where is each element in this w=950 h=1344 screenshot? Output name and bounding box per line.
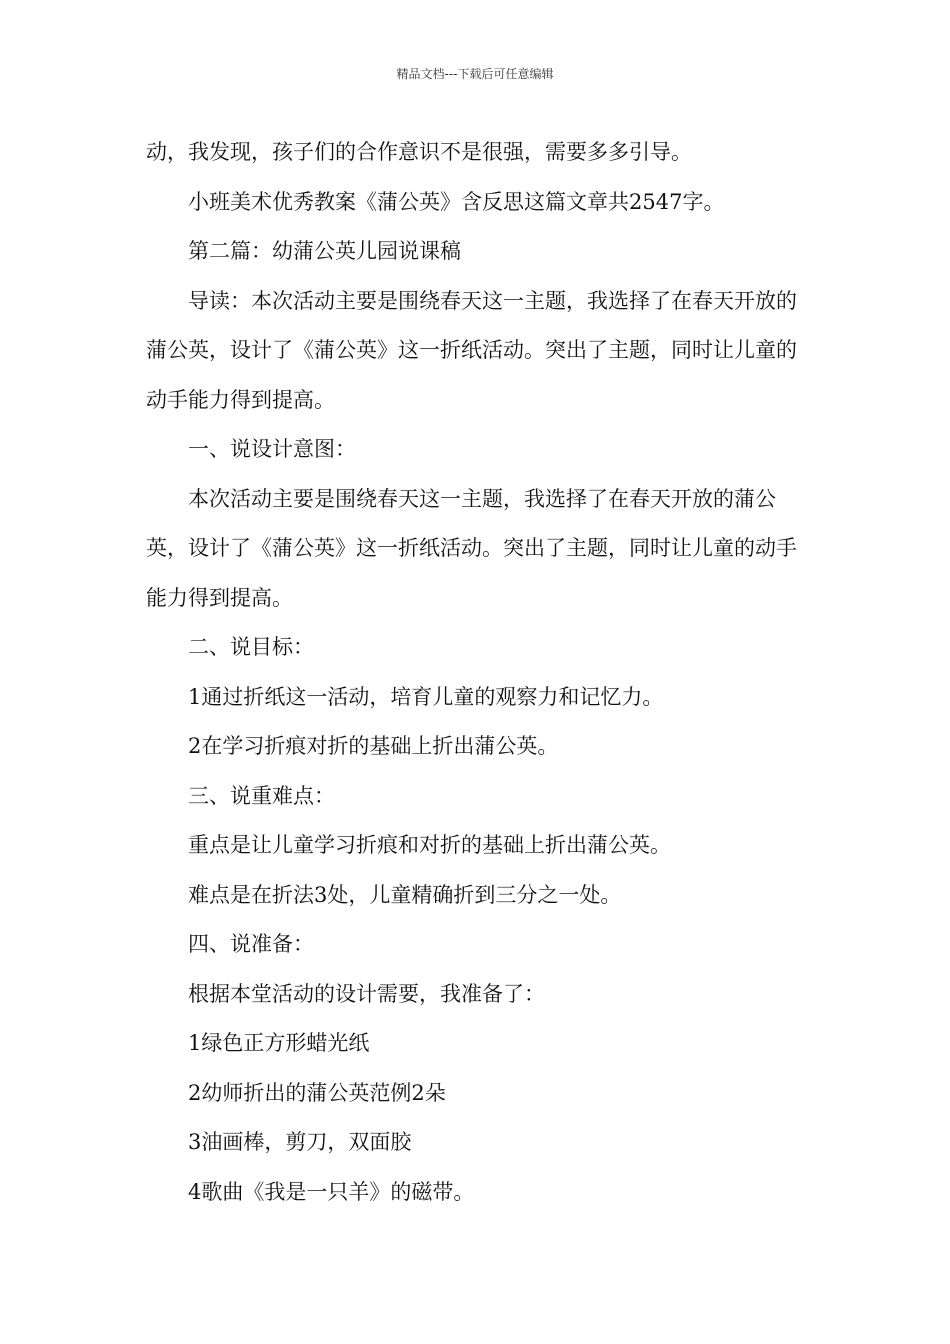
paragraph: 重点是让儿童学习折痕和对折的基础上折出蒲公英。 [188, 833, 671, 857]
section-heading: 一、说设计意图： [188, 437, 356, 461]
list-item: 1绿色正方形蜡光纸 [188, 1031, 370, 1055]
list-item: 4歌曲《我是一只羊》的磁带。 [188, 1179, 475, 1204]
paragraph: 本次活动主要是围绕春天这一主题，我选择了在春天开放的蒲公英，设计了《蒲公英》这一折纸活动。突出了主题，同时让儿童的动手能力得到提高。 [146, 486, 797, 610]
list-item: 3油画棒，剪刀，双面胶 [188, 1130, 412, 1154]
section-title: 第二篇：幼蒲公英儿园说课稿 [188, 239, 461, 263]
document-body [146, 128, 806, 1217]
paragraph: 动，我发现，孩子们的合作意识不是很强，需要多多引导。 [146, 140, 692, 164]
paragraph: 小班美术优秀教案《蒲公英》含反思这篇文章共2547字。 [188, 189, 725, 214]
section-heading: 四、说准备： [188, 932, 314, 956]
list-item: 2在学习折痕对折的基础上折出蒲公英。 [188, 734, 559, 758]
list-item: 2幼师折出的蒲公英范例2朵 [188, 1080, 446, 1105]
section-heading: 二、说目标： [188, 635, 314, 659]
list-item: 1通过折纸这一活动，培育儿童的观察力和记忆力。 [188, 684, 664, 709]
paragraph: 导读：本次活动主要是围绕春天这一主题，我选择了在春天开放的蒲公英，设计了《蒲公英》这一折纸活动。突出了主题，同时让儿童的动手能力得到提高。 [146, 288, 797, 412]
page-header: 精品文档---下载后可任意编辑 [396, 67, 554, 81]
section-heading: 三、说重难点： [188, 783, 335, 808]
paragraph: 根据本堂活动的设计需要，我准备了： [188, 981, 545, 1006]
paragraph: 难点是在折法3处，儿童精确折到三分之一处。 [188, 882, 622, 907]
